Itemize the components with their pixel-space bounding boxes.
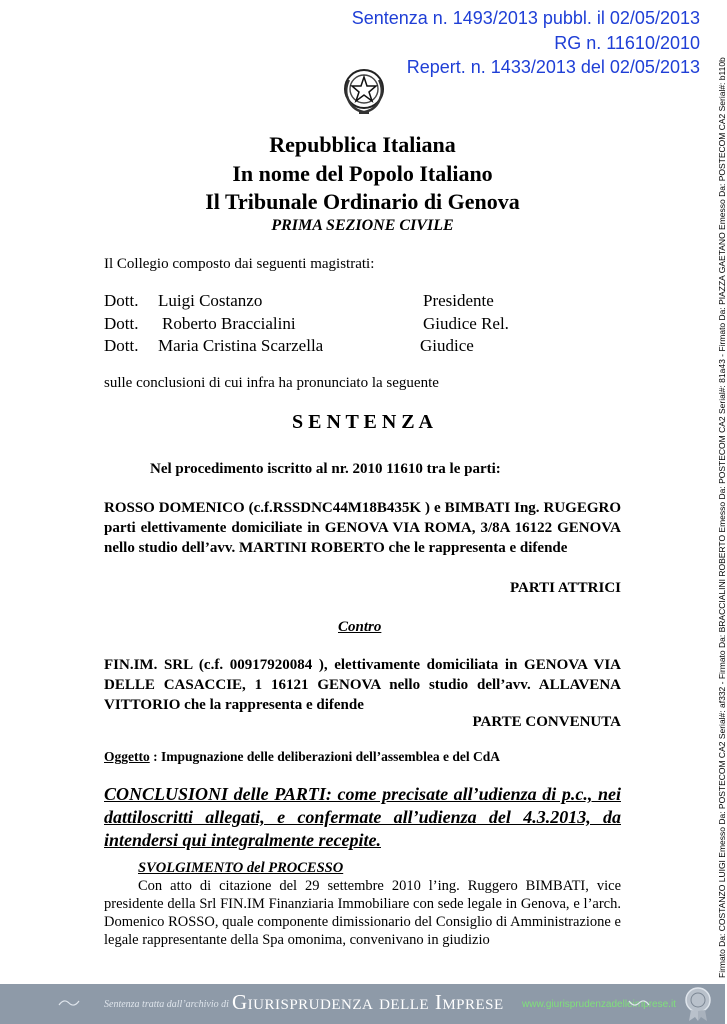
parte-convenuta-text: FIN.IM. SRL (c.f. 00917920084 ), elettivamente domiciliata in GENOVA VIA DELLE CASACCIE, 1 16121 GENOVA nello studio dell’avv. ALLAVENA VITTORIO che la rappresenta e difende [104,657,621,713]
archive-url-link[interactable]: www.giurisprudenzadelleimprese.it [522,999,676,1010]
procedimento-line: Nel procedimento iscritto al nr. 2010 11610 tra le parti: [150,461,501,477]
archive-brand: Giurisprudenza delle Imprese [232,990,504,1014]
magistrate-role: Presidente [423,291,494,310]
magistrate-title: Dott. [104,291,139,310]
magistrate-title: Dott. [104,314,139,333]
header-tribunal: Il Tribunale Ordinario di Genova [205,189,520,214]
collegio-intro: Il Collegio composto dai seguenti magistrati: [104,256,375,272]
archive-footer [0,984,725,1024]
magistrate-name: Roberto Braccialini [162,314,296,333]
magistrate-role: Giudice Rel. [423,314,509,333]
contro-label: Contro [338,619,382,635]
oggetto-line [104,749,500,765]
svolgimento-heading: SVOLGIMENTO del PROCESSO [138,860,344,876]
svolgimento-paragraph: Con atto di citazione del 29 settembre 2010 l’ing. Ruggero BIMBATI, vice presidente della Srl FIN.IM Finanziaria Immobiliare con sede legale in Genova, e l’arch. Domenico ROSSO, quale componente dimissionario del Consiglio di Amministrazione e legale rappresentante della Spa omonima, convenivano in giudizio [104,878,621,948]
conclusions-intro: sulle conclusioni di cui infra ha pronunciato la seguente [104,375,439,391]
stamp-rg-line: RG n. 11610/2010 [554,33,700,53]
oggetto-label: Oggetto [104,749,150,764]
stamp-repert-line: Repert. n. 1433/2013 del 02/05/2013 [406,57,700,77]
ornament-icon [628,997,650,1009]
magistrate-role: Giudice [420,336,474,355]
archive-text: Sentenza tratta dall’archivio di [104,999,229,1010]
parti-attrici-text: ROSSO DOMENICO (c.f.RSSDNC44M18B435K ) e BIMBATI Ing. RUGEGRO parti elettivamente domiciliate in GENOVA VIA ROMA, 3/8A 16122 GENOVA nello studio dell’avv. MARTINI ROBERTO che le rappresenta e difende [104,500,621,556]
parti-attrici-label: PARTI ATTRICI [509,580,621,596]
magistrate-title: Dott. [104,336,139,355]
seal-icon [681,986,715,1022]
ornament-icon [58,997,80,1009]
italian-republic-emblem-icon [341,66,387,116]
header-section: PRIMA SEZIONE CIVILE [271,217,454,234]
header-republic: Repubblica Italiana [269,132,456,157]
stamp-sentenza-line: Sentenza n. 1493/2013 pubbl. il 02/05/2013 [351,8,700,28]
digital-signature-strip: Firmato Da: COSTANZO LUIGI Emesso Da: POSTECOM CA2 Serial#: af332 - Firmato Da: BRACCIALINI ROBERTO Emesso Da: POSTECOM CA2 Serial#: 81a43 - Firmato Da: PIAZZA GAETANO Emesso Da: POSTECOM CA2 Serial#: b110b [717,57,727,978]
header-people: In nome del Popolo Italiano [232,161,493,186]
sentenza-heading: S E N T E N Z A [292,411,433,433]
oggetto-text: : Impugnazione delle deliberazioni dell’assemblea e del CdA [149,749,500,764]
magistrate-name: Maria Cristina Scarzella [158,336,324,355]
magistrate-name: Luigi Costanzo [158,291,263,310]
parte-convenuta-label: PARTE CONVENUTA [472,714,621,730]
conclusioni-paragraph: CONCLUSIONI delle PARTI: come precisate all’udienza di p.c., nei dattiloscritti allegati, e confermate all’udienza del 4.3.2013, da intendersi qui integralmente recepite. [104,784,621,850]
